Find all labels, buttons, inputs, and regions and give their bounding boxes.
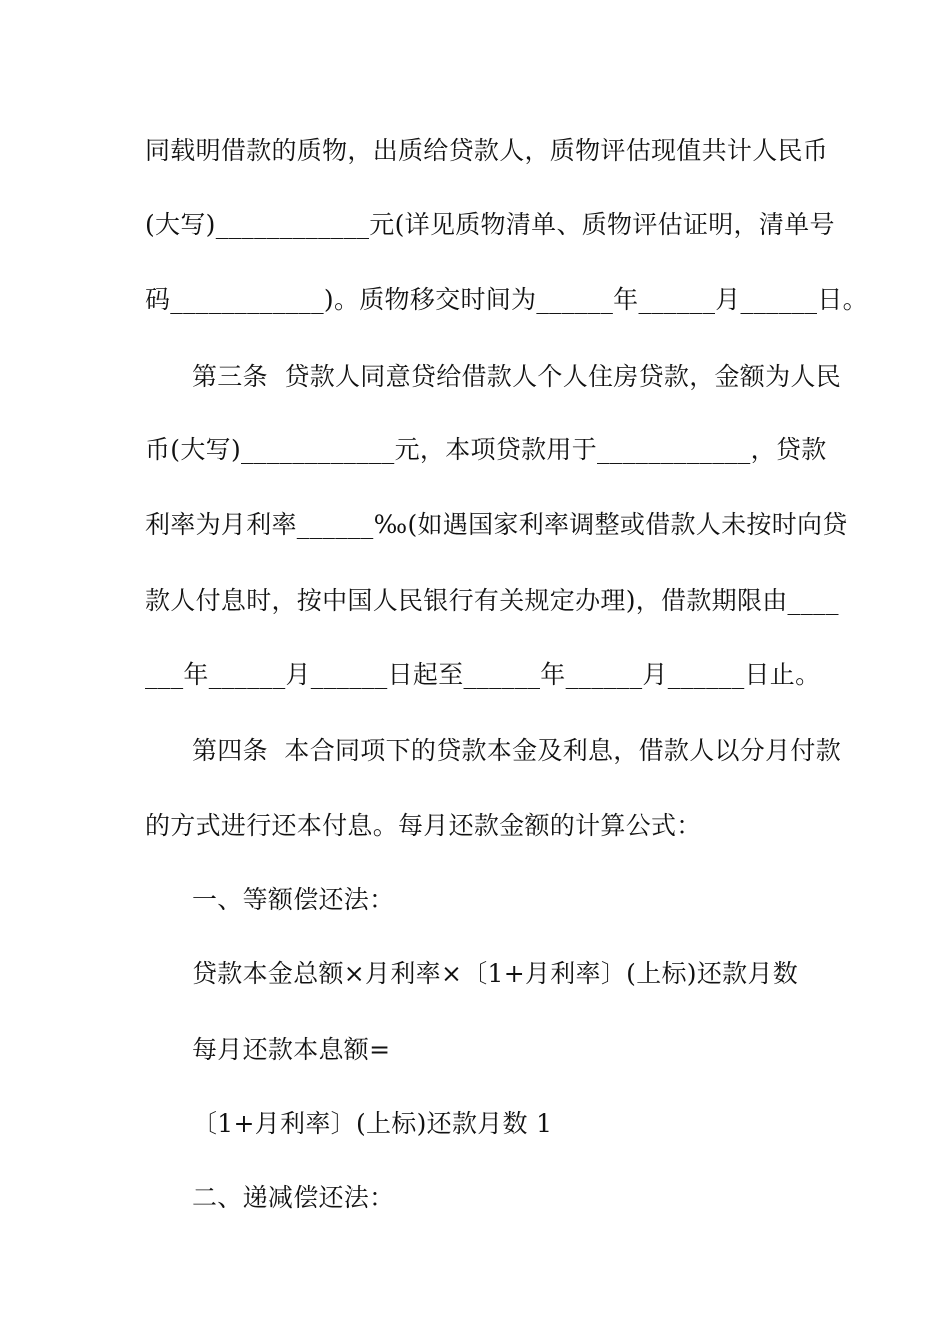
article-three-line-4: 款人付息时，按中国人民银行有关规定办理)，借款期限由____ [145,586,839,615]
formula-label: 每月还款本息额= [192,1035,391,1064]
collateral-paragraph-line-2: (大写)____________元(详见质物清单、质物评估证明，清单号 [145,210,835,239]
article-three-line-2: 币(大写)____________元，本项贷款用于____________，贷款 [145,435,827,464]
formula-denominator: 〔1+月利率〕(上标)还款月数 1 [192,1109,553,1138]
collateral-paragraph-line-3: 码____________)。质物移交时间为______年______月______日。 [145,285,868,314]
equal-repayment-heading: 一、等额偿还法： [192,885,395,914]
article-three-line-3: 利率为月利率______‰(如遇国家利率调整或借款人未按时向贷 [145,510,848,539]
formula-numerator: 贷款本金总额×月利率×〔1+月利率〕(上标)还款月数 [192,959,799,988]
article-three-line-1: 第三条 贷款人同意贷给借款人个人住房贷款，金额为人民 [192,362,841,391]
article-four-line-2: 的方式进行还本付息。每月还款金额的计算公式： [145,811,702,840]
decreasing-repayment-heading: 二、递减偿还法： [192,1183,395,1212]
article-three-line-5: ___年______月______日起至______年______月______日止。 [145,660,821,689]
article-four-line-1: 第四条 本合同项下的贷款本金及利息，借款人以分月付款 [192,736,841,765]
collateral-paragraph-line-1: 同载明借款的质物，出质给贷款人，质物评估现值共计人民币 [145,136,829,165]
